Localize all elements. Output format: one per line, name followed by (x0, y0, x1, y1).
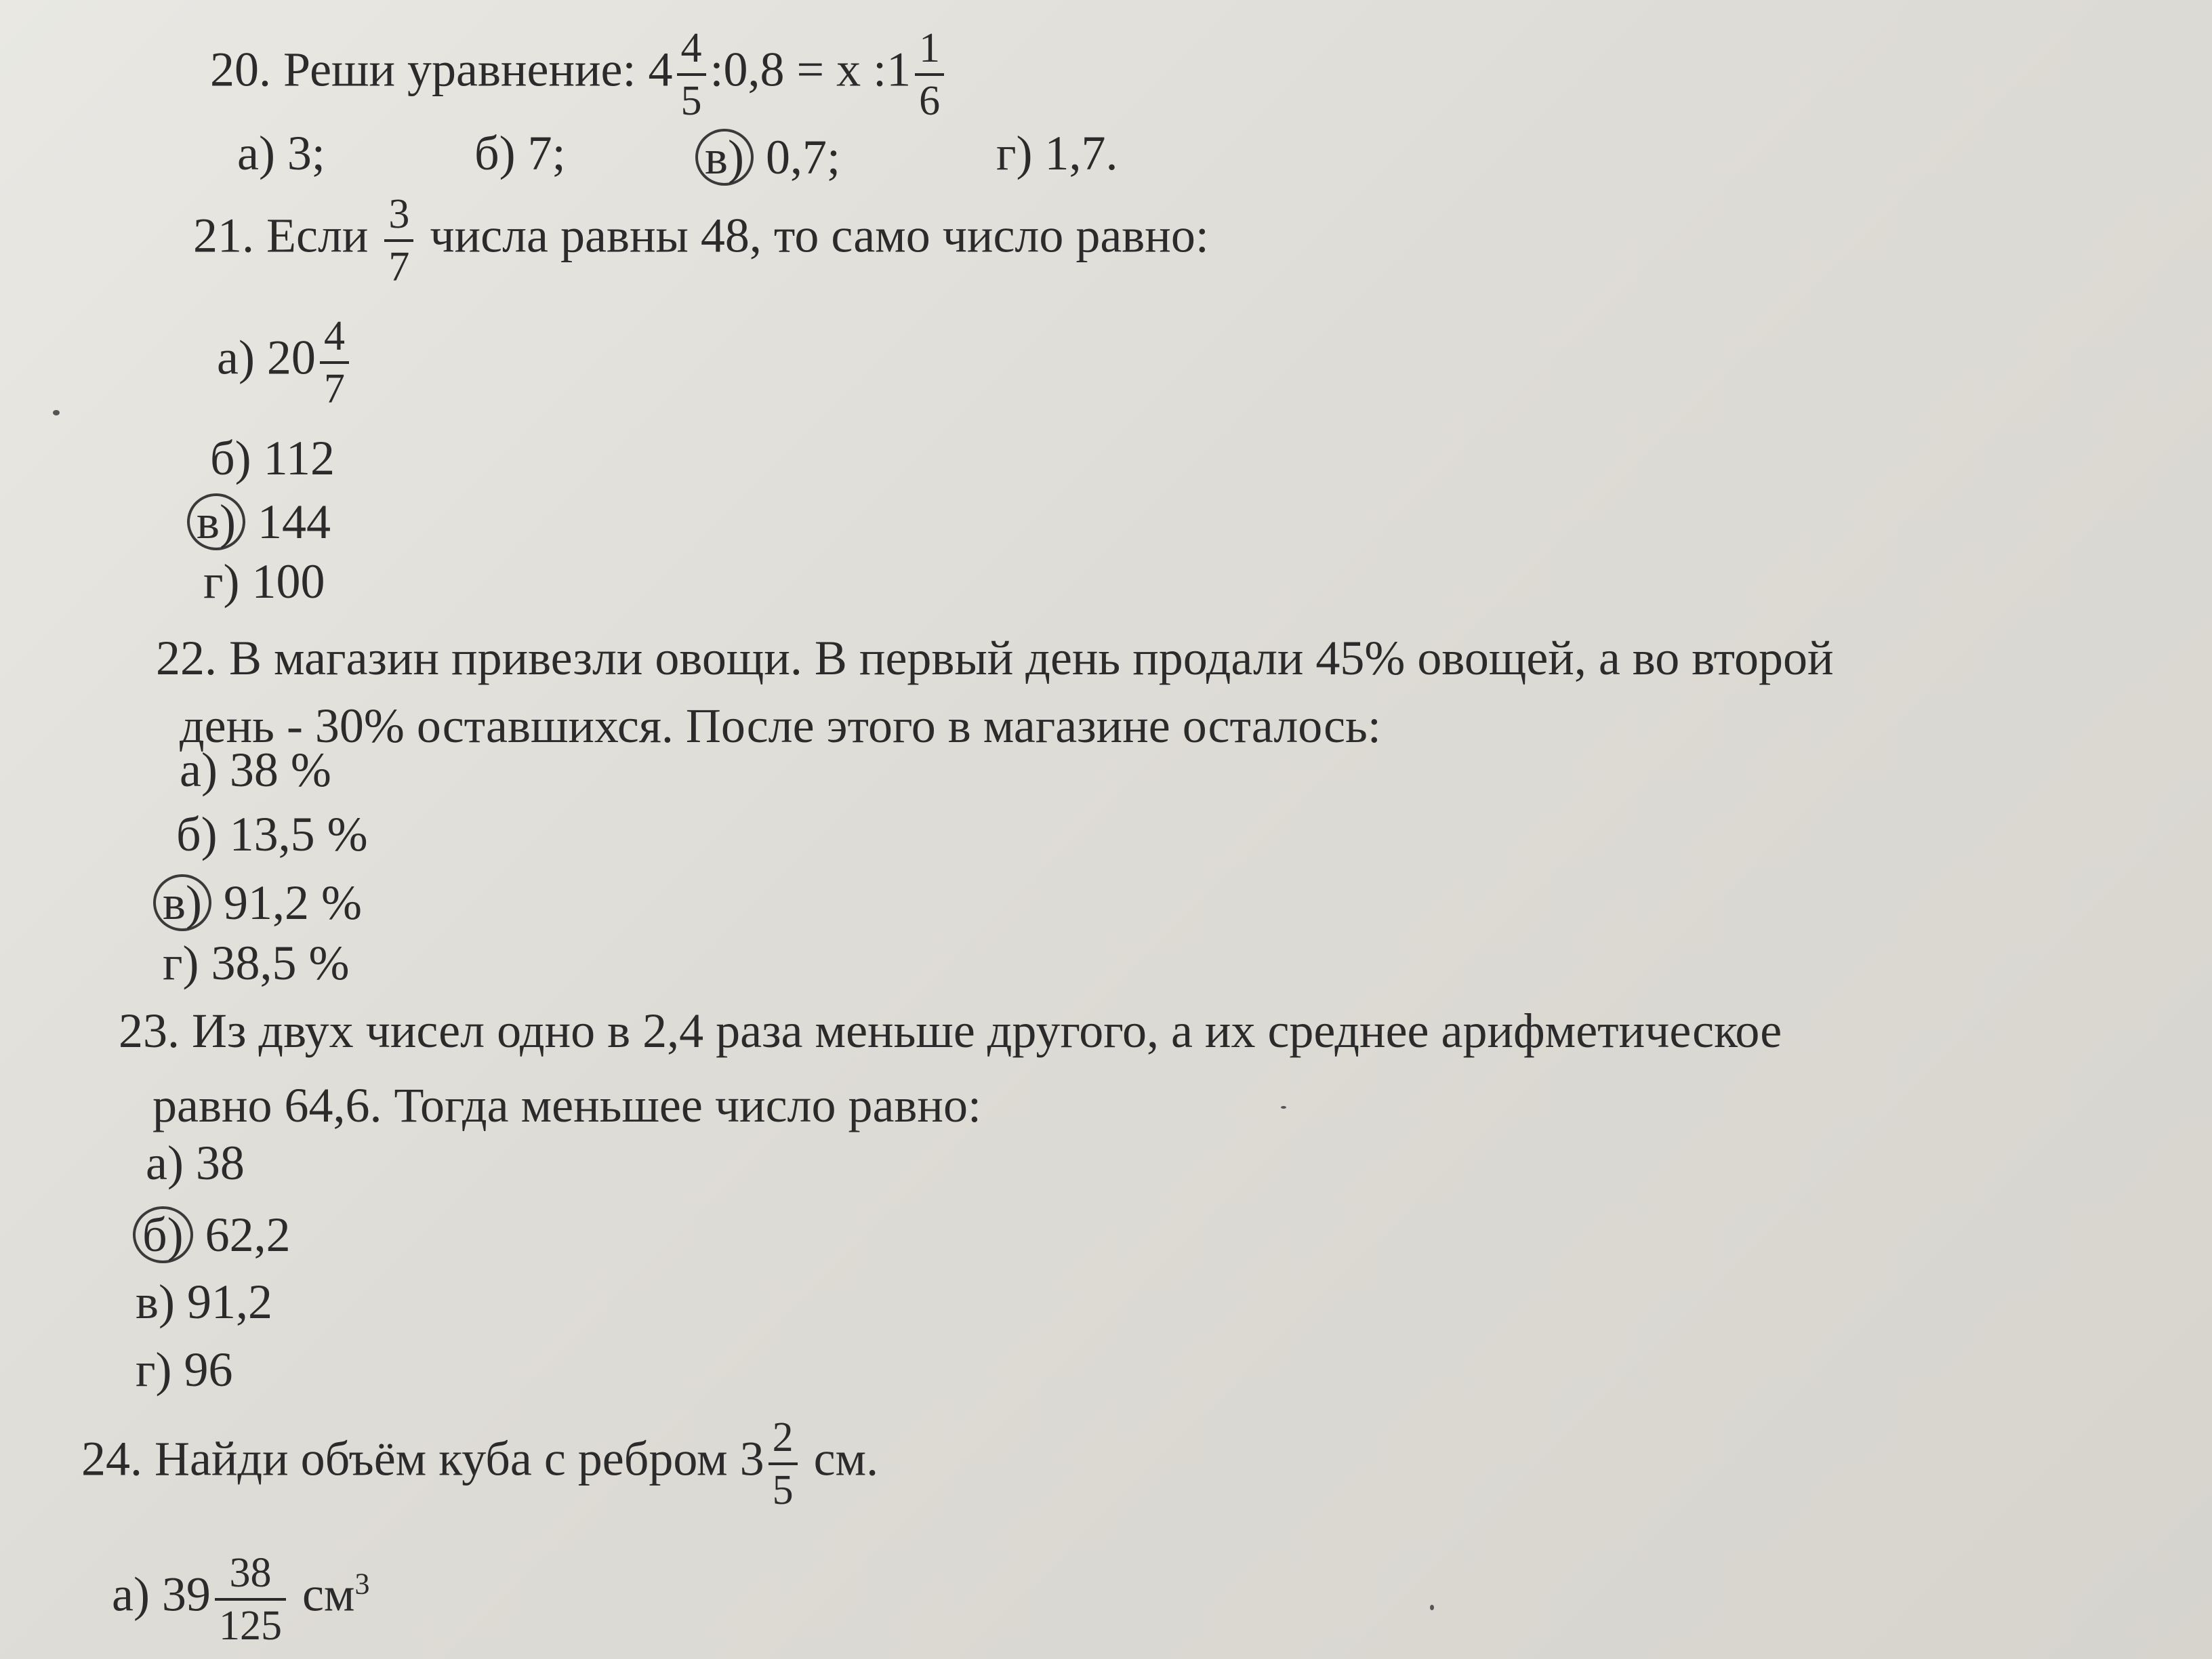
q22-option-a: а) 38 % (180, 743, 331, 797)
q21-option-b: б) 112 (210, 431, 335, 485)
q24-fraction: $\frac{2}{5}$ (769, 1416, 798, 1511)
q21-question: 21. Если $\frac{3}{7}$ числа равны 48, то само число равно: (193, 191, 1209, 290)
q24-question: 24. Найди объём куба с ребром 3 $\frac{2}{5}$ см. (81, 1414, 879, 1513)
q20-fraction-2: $\frac{1}{6}$ (915, 27, 944, 122)
q20-middle: :0,8 = x :1 (710, 42, 912, 97)
q22-line-1: 22. В магазин привезли овощи. В первый день продали 45% овощей, а во второй (156, 631, 1834, 685)
q20-option-g: г) 1,7. (996, 126, 1118, 180)
q23-option-v: в) 91,2 (136, 1275, 272, 1329)
q21-option-a: а) 20 $\frac{4}{7}$ (217, 315, 353, 410)
q22-line-2: день - 30% оставшихся. После этого в магазине осталось: (180, 699, 1381, 753)
q20-fraction-1: $\frac{4}{5}$ (677, 27, 706, 122)
q23-option-a: а) 38 (146, 1136, 245, 1190)
q20-option-a: а) 3; (237, 126, 325, 180)
q22-option-b: б) 13,5 % (176, 807, 368, 861)
q21-answer-circle: в) (187, 493, 245, 550)
paper-speck (1281, 1106, 1286, 1109)
paper-speck (53, 410, 60, 415)
q23-line-1: 23. Из двух чисел одно в 2,4 раза меньше другого, а их среднее арифметическое (119, 1004, 1782, 1058)
q24-option-a: а) 39 $\frac{38}{125}$ $см^3$ (112, 1550, 370, 1649)
q22-answer-circle: в) (153, 874, 211, 931)
q20-question (210, 27, 948, 122)
q21-option-g: г) 100 (203, 554, 325, 609)
paper-speck (1430, 1605, 1434, 1610)
q23-answer-circle: б) (133, 1206, 193, 1263)
q23-option-g: г) 96 (136, 1343, 233, 1397)
q20-option-b: б) 7; (474, 126, 566, 180)
q20-whole: 4 (648, 42, 673, 97)
q21-fraction: $\frac{3}{7}$ (384, 193, 413, 288)
q22-option-g: г) 38,5 % (163, 936, 350, 990)
q24-exponent: 3 (354, 1567, 370, 1601)
q22-option-v: в) 91,2 % (163, 874, 362, 931)
q23-option-b: б) 62,2 (142, 1206, 291, 1263)
q20-text: 20. Реши уравнение: (210, 42, 649, 97)
q21-option-v: в) 144 (197, 493, 331, 550)
q20-answer-circle: в) (695, 129, 754, 186)
q24-option-a-fraction: $\frac{38}{125}$ (215, 1552, 286, 1647)
q20-option-v: в) 0,7; (705, 129, 840, 186)
q23-line-2: равно 64,6. Тогда меньшее число равно: (152, 1078, 981, 1132)
q21-option-a-fraction: $\frac{4}{7}$ (320, 315, 349, 410)
